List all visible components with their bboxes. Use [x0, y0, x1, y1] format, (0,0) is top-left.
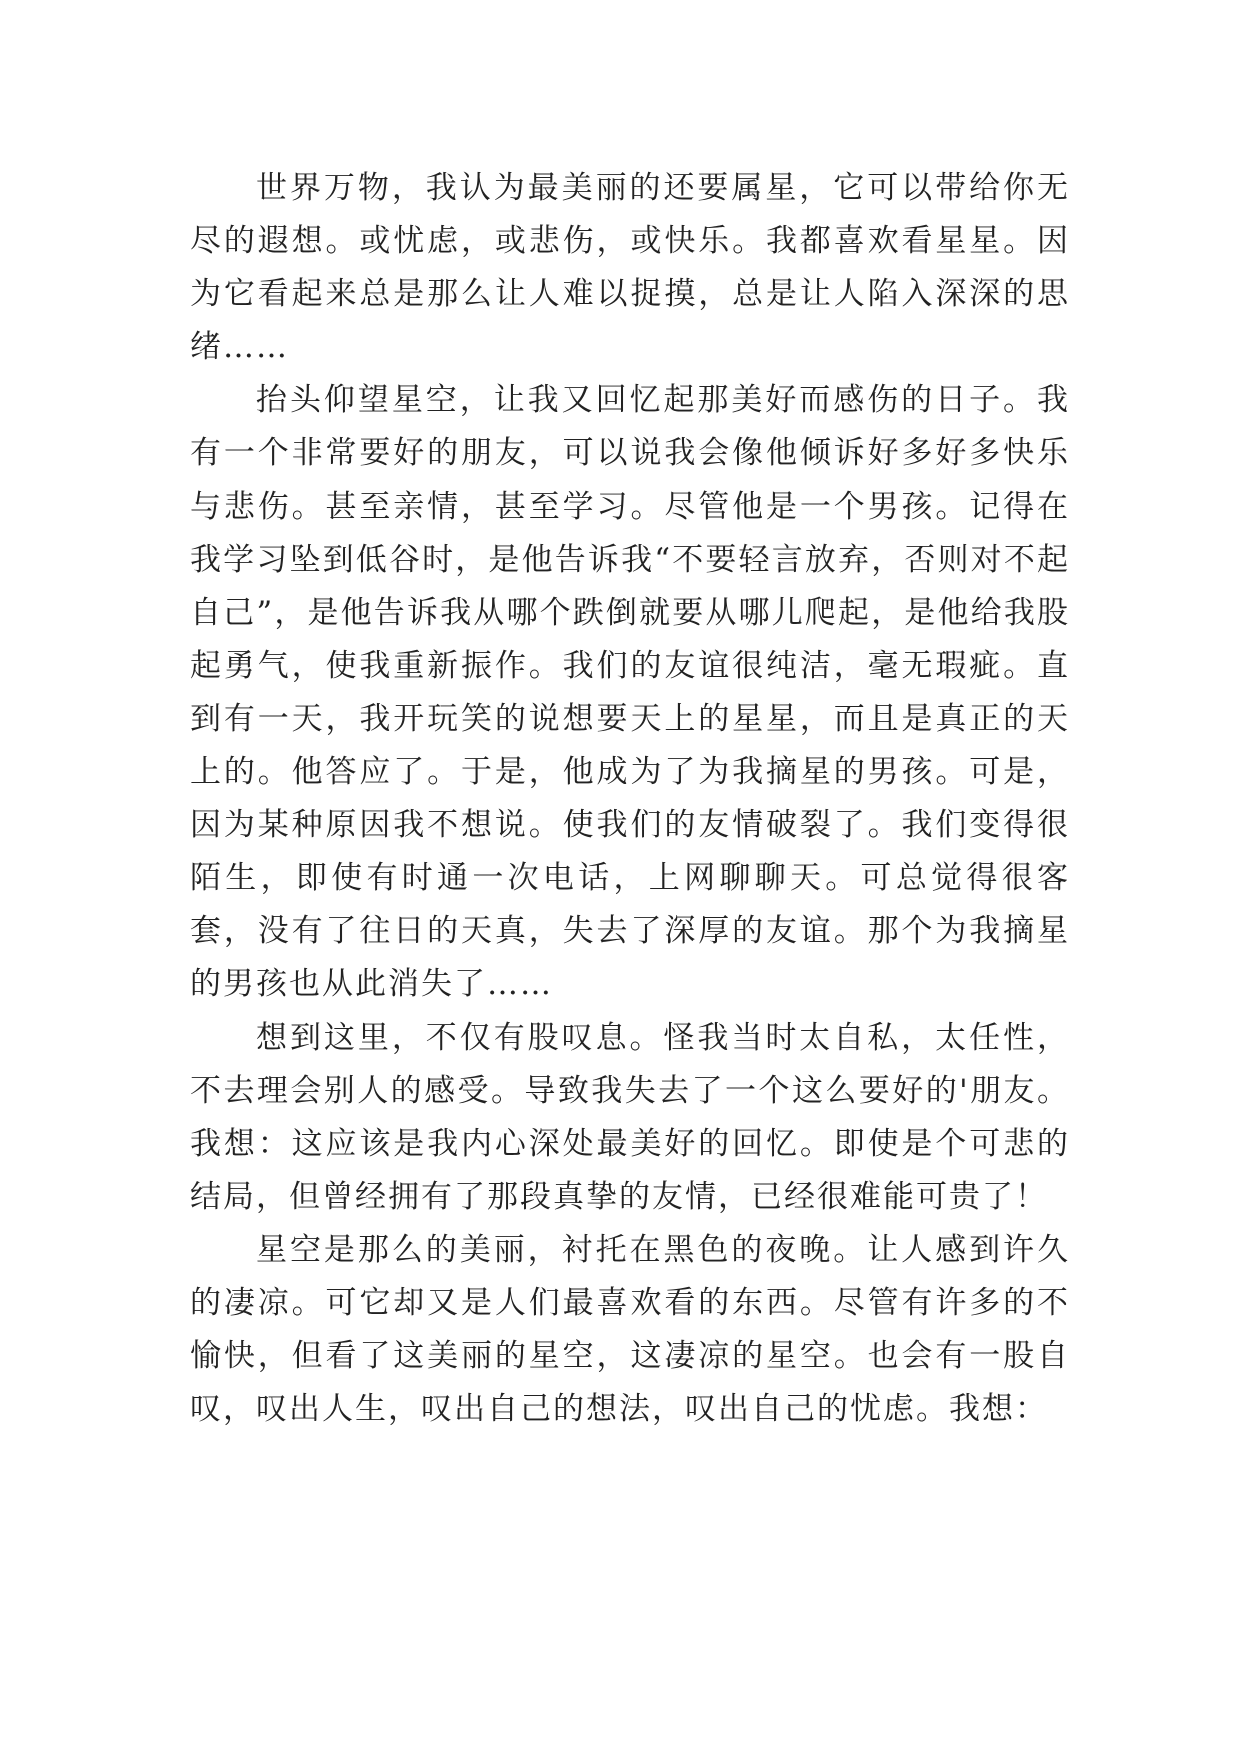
paragraph-2: 抬头仰望星空，让我又回忆起那美好而感伤的日子。我有一个非常要好的朋友，可以说我会像他倾诉好多好多快乐与悲伤。甚至亲情，甚至学习。尽管他是一个男孩。记得在我学习坠到低谷时，是他告诉我“不要轻言放弃，否则对不起自己”，是他告诉我从哪个跌倒就要从哪儿爬起，是他给我股起勇气，使我重新振作。我们的友谊很纯洁，毫无瑕疵。直到有一天，我开玩笑的说想要天上的星星，而且是真正的天上的。他答应了。于是，他成为了为我摘星的男孩。可是，因为某种原因我不想说。使我们的友情破裂了。我们变得很陌生，即使有时通一次电话，上网聊聊天。可总觉得很客套，没有了往日的天真，失去了深厚的友谊。那个为我摘星的男孩也从此消失了…… — [190, 382, 1070, 1003]
paragraph-3: 想到这里，不仅有股叹息。怪我当时太自私，太任性，不去理会别人的感受。导致我失去了一个这么要好的'朋友。我想：这应该是我内心深处最美好的回忆。即使是个可悲的结局，但曾经拥有了那段真挚的友情，已经很难能可贵了！ — [190, 1019, 1070, 1215]
paragraph-1: 世界万物，我认为最美丽的还要属星，它可以带给你无尽的遐想。或忧虑，或悲伤，或快乐。我都喜欢看星星。因为它看起来总是那么让人难以捉摸，总是让人陷入深深的思绪…… — [190, 170, 1070, 366]
essay-body — [190, 162, 1070, 1436]
paragraph-4: 星空是那么的美丽，衬托在黑色的夜晚。让人感到许久的凄凉。可它却又是人们最喜欢看的东西。尽管有许多的不愉快，但看了这美丽的星空，这凄凉的星空。也会有一股自叹，叹出人生，叹出自己的想法，叹出自己的忧虑。我想： — [190, 1231, 1070, 1428]
